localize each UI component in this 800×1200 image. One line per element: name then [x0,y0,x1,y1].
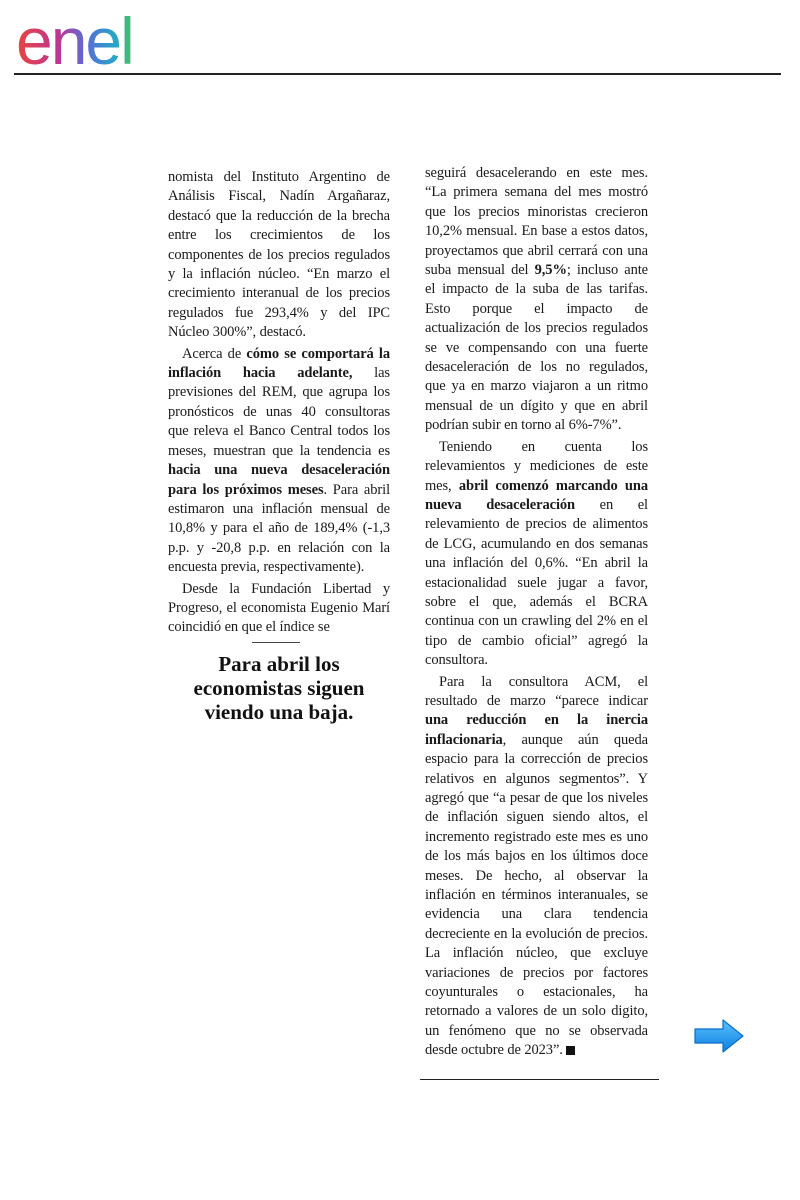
paragraph: Teniendo en cuenta los relevamientos y mediciones de este mes, abril comenzó marcando una nueva desaceleración en el relevamiento de precios de alimentos de LCG, acumulando en dos semanas una inflación del 0,6%. “En abril la estacionalidad suele jugar a favor, sobre el que, además el BCRA continua con un crawling del 2% en el tipo de cambio oficial” agregó la consultora. [425,438,649,669]
article-column-left [168,168,390,638]
enel-logo [14,6,184,72]
pull-quote-rule [252,642,300,643]
paragraph: Para la consultora ACM, el resultado de marzo “parece indicar una reducción en la inercia inflacionaria, aunque aún queda espacio para la corrección de precios relativos en algunos segmentos”. Y agregó que “a pesar de que los niveles de inflación siguen siendo altos, el incremento registrado este mes es uno de los más bajos en los últimos doce meses. De hecho, al observar la inflación en términos interanuales, se evidencia una clara tendencia decreciente en la evolución de precios. La inflación núcleo, que excluye variaciones de precios por factores coyunturales o estacionales, ha retornado a valores de un solo digito, un fenómeno que no se observada desde octubre de 2023”. [425,673,648,1059]
svg-text:enel: enel [16,6,133,72]
pull-quote: Para abril los economistas siguen viendo una baja. [193,652,365,724]
end-square-icon [566,1046,575,1055]
arrow-right-icon[interactable] [693,1018,745,1054]
article-column-right [425,164,648,1061]
bottom-rule [420,1079,659,1080]
paragraph: seguirá desacelerando en este mes. “La primera semana del mes mostró que los precios minoristas crecieron 10,2% mensual. En base a estos datos, proyectamos que abril cerrará con una suba mensual del 9,5%; incluso ante el impacto de la suba de las tarifas. Esto porque el impacto de actualización de los precios regulados se ve compensando con una fuerte desaceleración de los no regulados, que ya en marzo viajaron a un ritmo mensual de un dígito y que en abril podrían subir en torno al 6%-7%”. [425,165,648,434]
paragraph: Desde la Fundación Libertad y Progreso, el economista Eugenio Marí coincidió en que el índice se [168,580,390,636]
paragraph: Acerca de cómo se comportará la inflación hacia adelante, las previsiones del REM, que agrupa los pronósticos de unas 40 consultoras que releva el Banco Central todos los meses, muestran que la tendencia es hacia una nueva desaceleración para los próximos meses. Para abril estimaron una inflación mensual de 10,8% y para el año de 189,4% (-1,3 p.p. y -20,8 p.p. en relación con la encuesta previa, respectivamente). [168,345,390,576]
paragraph: nomista del Instituto Argentino de Análisis Fiscal, Nadín Argañaraz, destacó que la reducción de la brecha entre los crecimientos de los componentes de los precios regulados y la inflación núcleo. “En marzo el crecimiento interanual de los precios regulados fue 293,4% y del IPC Núcleo 300%”, destacó. [168,169,390,341]
header-rule [14,73,781,75]
